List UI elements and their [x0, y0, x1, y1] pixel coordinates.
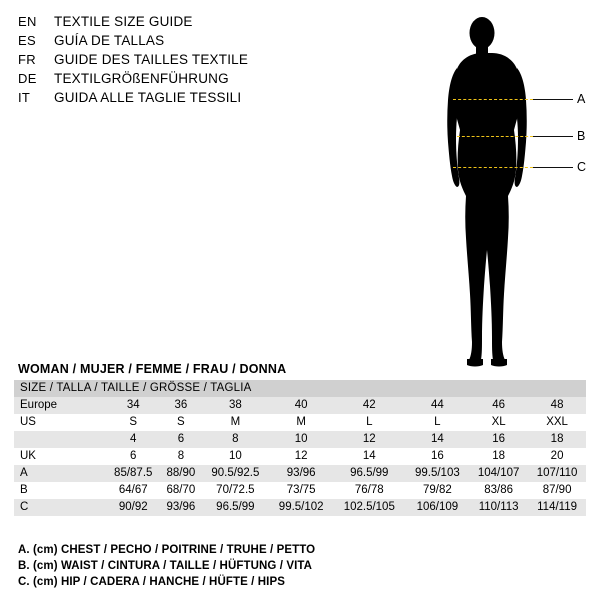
- table-cell: 6: [106, 448, 160, 465]
- language-code: IT: [18, 90, 31, 105]
- table-cell: 83/86: [469, 482, 528, 499]
- table-cell: 99.5/102: [269, 499, 333, 516]
- row-label: [14, 431, 106, 448]
- figure-area: [425, 10, 595, 370]
- table-row: [14, 499, 586, 516]
- marker-label-b: B: [577, 129, 586, 143]
- table-cell: 70/72.5: [201, 482, 269, 499]
- table-cell: 76/78: [333, 482, 406, 499]
- table-cell: 10: [201, 448, 269, 465]
- table-row: [14, 397, 586, 414]
- waist-measure-line: [457, 136, 533, 137]
- language-row: [18, 90, 328, 109]
- language-title: GUIDE DES TAILLES TEXTILE: [54, 52, 249, 67]
- table-cell: 93/96: [269, 465, 333, 482]
- table-cell: 12: [269, 448, 333, 465]
- table-cell: 107/110: [528, 465, 586, 482]
- table-cell: 93/96: [160, 499, 201, 516]
- table-cell: 12: [333, 431, 406, 448]
- table-cell: 42: [333, 397, 406, 414]
- table-cell: 48: [528, 397, 586, 414]
- table-header-row: [14, 380, 586, 397]
- table-cell: 79/82: [406, 482, 470, 499]
- row-label: B: [14, 482, 106, 499]
- table-cell: 36: [160, 397, 201, 414]
- row-label: UK: [14, 448, 106, 465]
- table-cell: 87/90: [528, 482, 586, 499]
- table-cell: 106/109: [406, 499, 470, 516]
- table-cell: 68/70: [160, 482, 201, 499]
- section-title: WOMAN / MUJER / FEMME / FRAU / DONNA: [18, 362, 287, 376]
- language-code: FR: [18, 52, 36, 67]
- table-cell: 40: [269, 397, 333, 414]
- table-cell: L: [406, 414, 470, 431]
- language-row: [18, 14, 328, 33]
- table-cell: XXL: [528, 414, 586, 431]
- language-header-block: [18, 14, 328, 109]
- chest-measure-line: [453, 99, 533, 100]
- table-header-label: SIZE / TALLA / TAILLE / GRÖSSE / TAGLIA: [20, 382, 252, 394]
- footnote-a: A. (cm) CHEST / PECHO / POITRINE / TRUHE / PETTO: [18, 544, 316, 556]
- table-row: [14, 414, 586, 431]
- language-row: [18, 71, 328, 90]
- language-row: [18, 33, 328, 52]
- table-cell: 73/75: [269, 482, 333, 499]
- language-row: [18, 52, 328, 71]
- hip-measure-line: [453, 167, 533, 168]
- table-cell: 85/87.5: [106, 465, 160, 482]
- table-cell: 96.5/99: [201, 499, 269, 516]
- table-cell: 34: [106, 397, 160, 414]
- table-cell: 10: [269, 431, 333, 448]
- table-cell: M: [269, 414, 333, 431]
- table-cell: XL: [469, 414, 528, 431]
- table-cell: 8: [201, 431, 269, 448]
- language-title: TEXTILGRÖßENFÜHRUNG: [54, 71, 229, 86]
- row-label: US: [14, 414, 106, 431]
- language-title: GUIDA ALLE TAGLIE TESSILI: [54, 90, 242, 105]
- female-body-silhouette-icon: [425, 10, 595, 370]
- row-label: C: [14, 499, 106, 516]
- language-code: ES: [18, 33, 36, 48]
- footnote-b: B. (cm) WAIST / CINTURA / TAILLE / HÜFTUNG / VITA: [18, 560, 313, 572]
- table-cell: 20: [528, 448, 586, 465]
- size-table-wrapper: [14, 380, 586, 516]
- row-label: A: [14, 465, 106, 482]
- waist-leader-line: [533, 136, 573, 137]
- table-cell: 88/90: [160, 465, 201, 482]
- language-title: GUÍA DE TALLAS: [54, 33, 165, 48]
- footnote-c: C. (cm) HIP / CADERA / HANCHE / HÜFTE / HIPS: [18, 576, 286, 588]
- table-cell: 90.5/92.5: [201, 465, 269, 482]
- table-cell: 104/107: [469, 465, 528, 482]
- table-cell: 110/113: [469, 499, 528, 516]
- language-title: TEXTILE SIZE GUIDE: [54, 14, 193, 29]
- footnotes-block: [18, 542, 578, 590]
- table-cell: L: [333, 414, 406, 431]
- table-cell: 14: [333, 448, 406, 465]
- table-cell: 4: [106, 431, 160, 448]
- table-row: [14, 448, 586, 465]
- table-cell: 114/119: [528, 499, 586, 516]
- chest-leader-line: [533, 99, 573, 100]
- table-cell: 18: [469, 448, 528, 465]
- table-cell: 64/67: [106, 482, 160, 499]
- table-cell: M: [201, 414, 269, 431]
- table-cell: 102.5/105: [333, 499, 406, 516]
- table-cell: 16: [406, 448, 470, 465]
- table-cell: 8: [160, 448, 201, 465]
- table-cell: 44: [406, 397, 470, 414]
- hip-leader-line: [533, 167, 573, 168]
- table-cell: 38: [201, 397, 269, 414]
- table-cell: S: [106, 414, 160, 431]
- row-label: Europe: [14, 397, 106, 414]
- marker-label-c: C: [577, 160, 587, 174]
- language-code: DE: [18, 71, 37, 86]
- table-row: [14, 482, 586, 499]
- language-code: EN: [18, 14, 37, 29]
- table-cell: 46: [469, 397, 528, 414]
- size-table: [14, 380, 586, 516]
- table-cell: 6: [160, 431, 201, 448]
- table-cell: 90/92: [106, 499, 160, 516]
- table-cell: S: [160, 414, 201, 431]
- table-row: [14, 465, 586, 482]
- table-cell: 96.5/99: [333, 465, 406, 482]
- table-cell: 16: [469, 431, 528, 448]
- marker-label-a: A: [577, 92, 586, 106]
- table-cell: 18: [528, 431, 586, 448]
- table-cell: 14: [406, 431, 470, 448]
- table-row: [14, 431, 586, 448]
- table-cell: 99.5/103: [406, 465, 470, 482]
